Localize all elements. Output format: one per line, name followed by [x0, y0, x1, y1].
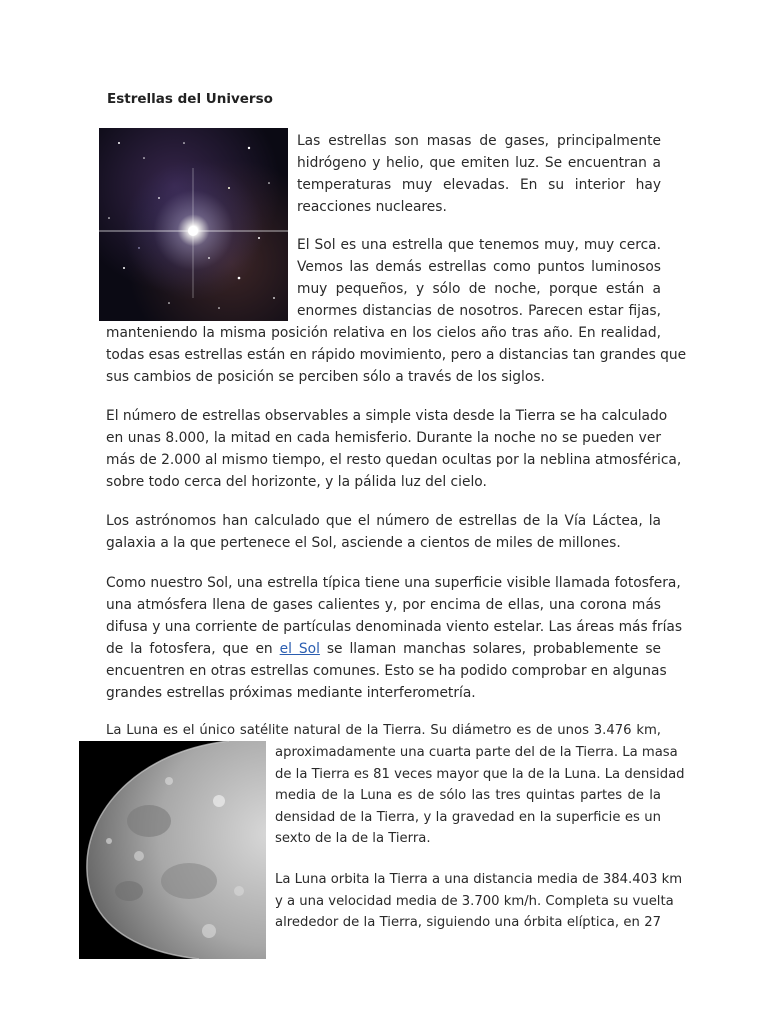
text-line: difusa y una corriente de partículas denominada viento estelar. Las áreas más frías [106, 619, 683, 635]
text-line: La Luna es el único satélite natural de la Tierra. Su diámetro es de unos 3.476 km, [106, 723, 661, 738]
text-line-with-link [106, 638, 661, 660]
text-line: sexto de la de la Tierra. [275, 831, 431, 846]
page-title: Estrellas del Universo [107, 91, 273, 107]
text-line: Como nuestro Sol, una estrella típica tiene una superficie visible llamada fotosfera, [106, 575, 681, 591]
paragraph-sun-wide [106, 322, 687, 388]
text-line: sus cambios de posición se perciben sólo a través de los siglos. [106, 369, 545, 385]
text-line: sobre todo cerca del horizonte, y la pálida luz del cielo. [106, 474, 487, 490]
text-line: galaxia a la que pertenece el Sol, asciende a cientos de miles de millones. [106, 535, 621, 551]
paragraph-photosphere [106, 572, 683, 704]
star-field-graphic [99, 128, 288, 321]
text-line: Las estrellas son masas de gases, principalmente [297, 133, 661, 149]
text-line: reacciones nucleares. [297, 199, 447, 215]
text-line: una atmósfera llena de gases calientes y, por encima de ellas, una corona más [106, 597, 661, 613]
text-line: enormes distancias de nosotros. Parecen estar fijas, [297, 303, 661, 319]
text-line: El número de estrellas observables a simple vista desde la Tierra se ha calculado [106, 408, 668, 424]
text-line: en unas 8.000, la mitad en cada hemisferio. Durante la noche no se pueden ver [106, 430, 661, 446]
text-line: encuentren en otras estrellas comunes. Esto se ha podido comprobar en algunas [106, 663, 667, 679]
text-line: densidad de la Tierra, y la gravedad en la superficie es un [275, 809, 661, 825]
text-line: hidrógeno y helio, que emiten luz. Se encuentran a [297, 155, 661, 171]
text-line: temperaturas muy elevadas. En su interior hay [297, 177, 661, 193]
text-fragment: de la fotosfera, que en [106, 641, 273, 657]
text-line: La Luna orbita la Tierra a una distancia media de 384.403 km [275, 872, 683, 887]
text-line: de la Tierra es 81 veces mayor que la de la Luna. La densidad [275, 766, 685, 782]
paragraph-moon-diameter [275, 742, 685, 850]
text-line: alrededor de la Tierra, siguiendo una órbita elíptica, en 27 [275, 915, 661, 930]
text-line: Vemos las demás estrellas como puntos luminosos [297, 259, 661, 275]
text-fragment: se llaman manchas solares, probablemente se [326, 641, 662, 657]
text-line: más de 2.000 al mismo tiempo, el resto quedan ocultas por la neblina atmosférica, [106, 452, 682, 468]
text-line: grandes estrellas próximas mediante interferometría. [106, 685, 476, 701]
text-line: muy pequeños, y sólo de noche, porque están a [297, 281, 661, 297]
text-line: todas esas estrellas están en rápido movimiento, pero a distancias tan grandes que [106, 347, 687, 363]
text-line: manteniendo la misma posición relativa en los cielos año tras año. En realidad, [106, 325, 661, 341]
text-line: y a una velocidad media de 3.700 km/h. Completa su vuelta [275, 893, 674, 909]
moon-photo [79, 741, 266, 959]
text-line: media de la Luna es de sólo las tres quintas partes de la [275, 788, 661, 803]
moon-graphic [79, 741, 266, 959]
paragraph-sun-narrow [297, 234, 661, 322]
paragraph-moon-first-line [106, 720, 661, 742]
sun-link[interactable]: el Sol [279, 641, 320, 657]
paragraph-milky-way [106, 510, 661, 554]
paragraph-stars-intro [297, 130, 661, 218]
star-photo [99, 128, 288, 321]
text-line: aproximadamente una cuarta parte del de la Tierra. La masa [275, 745, 678, 760]
paragraph-star-count [106, 405, 682, 493]
paragraph-moon-orbit [275, 869, 683, 934]
text-line: Los astrónomos han calculado que el número de estrellas de la Vía Láctea, la [106, 513, 661, 529]
text-line: El Sol es una estrella que tenemos muy, muy cerca. [297, 237, 661, 253]
